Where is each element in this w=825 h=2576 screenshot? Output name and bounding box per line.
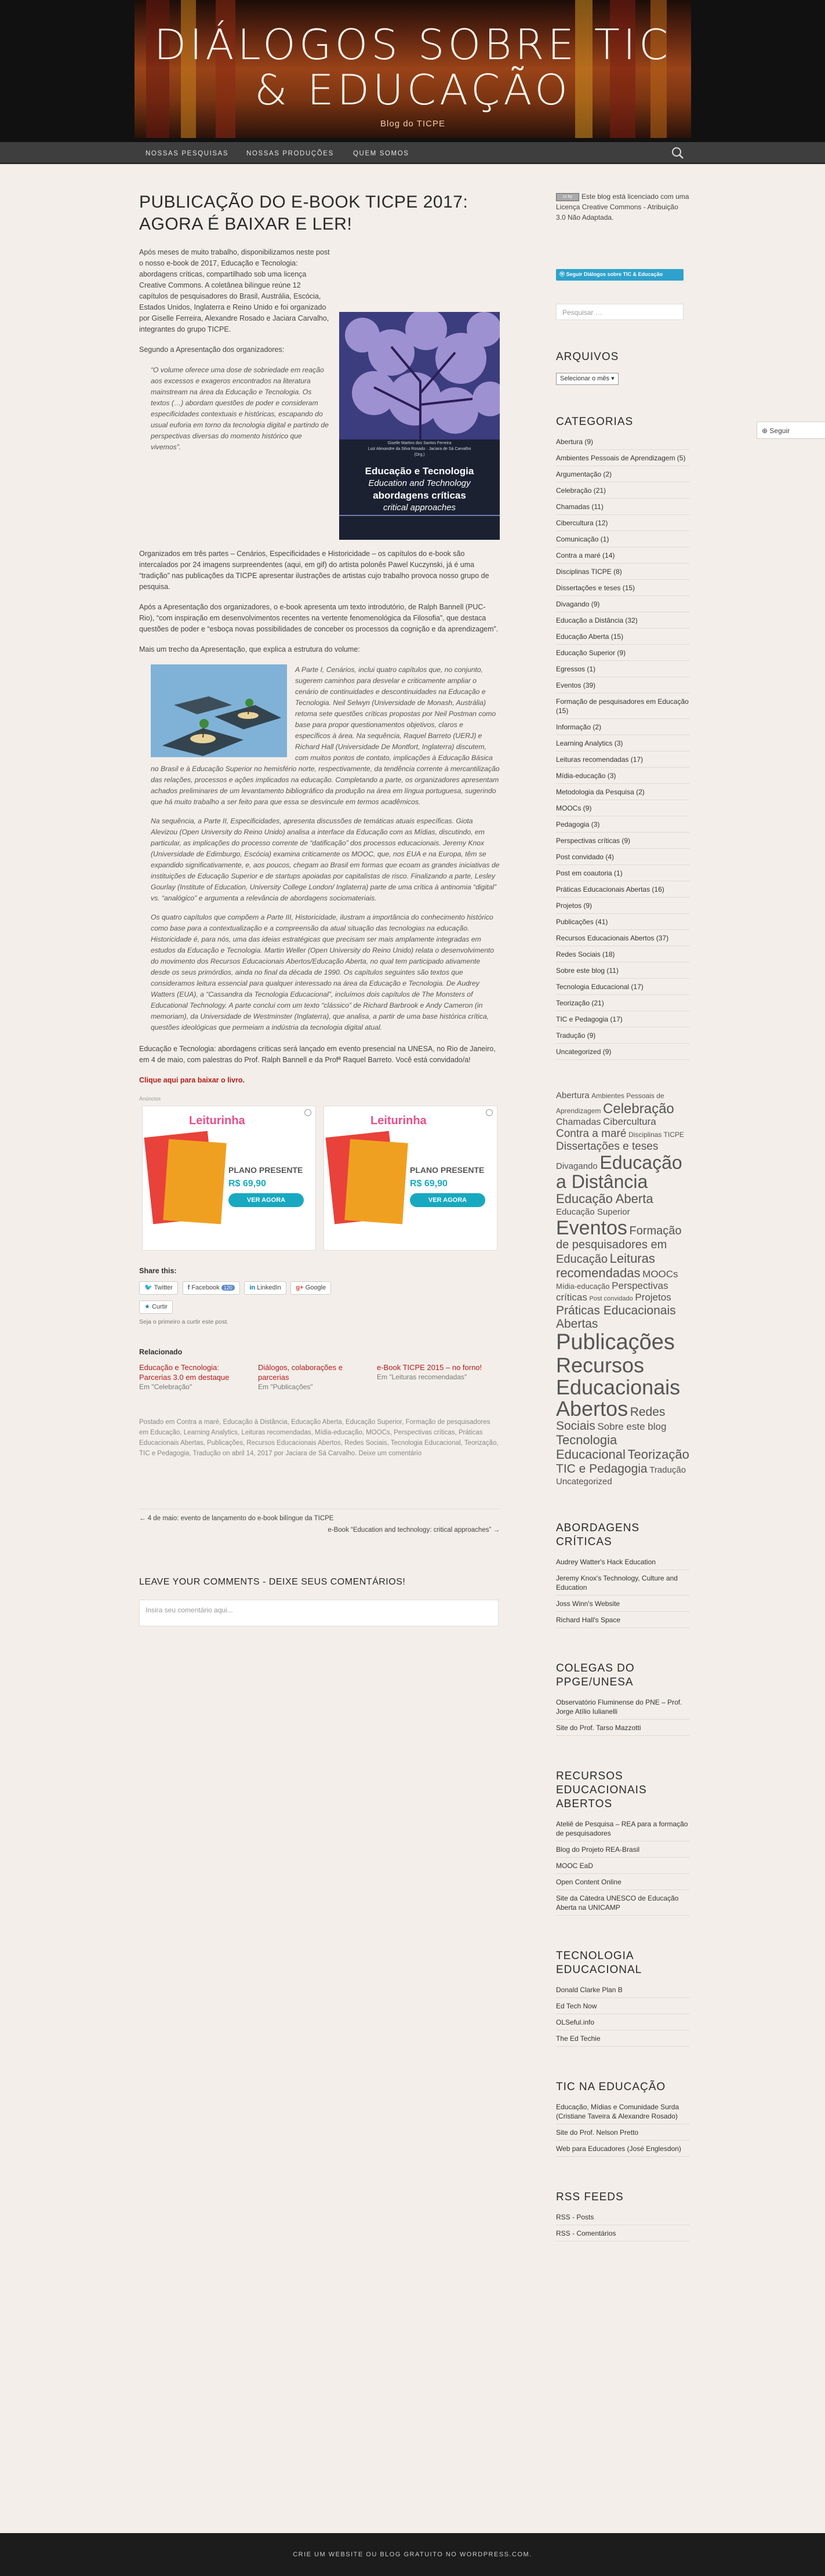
link-widget	[556, 1949, 689, 2047]
star-icon: ★	[144, 1303, 150, 1311]
tag-link[interactable]: Post convidado	[589, 1295, 633, 1303]
category-link[interactable]: Divagando (9)	[556, 596, 689, 612]
category-link[interactable]: Uncategorized (9)	[556, 1044, 689, 1060]
tag-link[interactable]: Dissertações e teses	[556, 1140, 659, 1153]
sidebar-link[interactable]: RSS - Posts	[556, 2209, 689, 2225]
link-widget-title: ABORDAGENS CRÍTICAS	[556, 1521, 640, 1548]
post-paragraph: Educação e Tecnologia: abordagens críticas será lançado em evento presencial na UNESA, no Rio de Janeiro, em 4 de maio, com palestras do Prof. Ralph Bannell e da Profª Raquel Barreto. Você está convidado/a!	[139, 1045, 496, 1064]
category-link[interactable]: Educação Superior (9)	[556, 645, 689, 661]
previous-post-link[interactable]: ← 4 de maio: evento de lançamento do e-book bilíngue da TICPE	[139, 1515, 334, 1523]
share-google-button[interactable]: g+ Google	[290, 1281, 331, 1295]
categories-title: CATEGORIAS	[556, 415, 634, 428]
category-link[interactable]: Dissertações e teses (15)	[556, 580, 689, 596]
ad-cta-button[interactable]: VER AGORA	[228, 1193, 304, 1207]
category-link[interactable]: Mídia-educação (3)	[556, 768, 689, 784]
category-link[interactable]: Práticas Educacionais Abertas (16)	[556, 881, 689, 898]
post-paragraph: Mais um trecho da Apresentação, que explica a estrutura do volume:	[139, 645, 360, 653]
search-input[interactable]: Pesquisar …	[556, 304, 684, 320]
tag-link[interactable]: Tecnologia Educacional	[556, 1433, 626, 1462]
related-post[interactable]: e-Book TICPE 2015 – no forno! Em "Leituras recomendadas"	[377, 1363, 482, 1382]
link-widget-list	[556, 2209, 689, 2241]
main-navigation	[0, 142, 825, 164]
sidebar-link[interactable]: Blog do Projeto REA-Brasil	[556, 1841, 689, 1858]
tag-link[interactable]: MOOCs	[642, 1269, 678, 1280]
tag-link[interactable]: Recursos Educacionais Abertos	[556, 1353, 681, 1421]
tag-link[interactable]: Divagando	[556, 1161, 598, 1171]
ad-price: R$ 69,90	[228, 1178, 266, 1189]
tag-link[interactable]: Práticas Educacionais Abertas	[556, 1303, 676, 1331]
category-link[interactable]: Publicações (41)	[556, 914, 689, 930]
category-link[interactable]: MOOCs (9)	[556, 800, 689, 816]
post-meta: Postado em Contra a maré, Educação à Distância, Educação Aberta, Educação Superior, Formação de pesquisadores em Educação, Learning Analytics, Leituras recomendadas, Mídia-educação, MOOCs, Perspectivas críticas, Práticas Educacionais Abertas, Publicações, Recursos Educacionais Abertos, Redes Sociais, Tecnologia Educacional, Teorização, TIC e Pedagogia, Tradução on abril 14, 2017 por Jaciara de Sá Carvalho. Deixe um comentário	[139, 1419, 499, 1458]
tag-link[interactable]: Educação a Distância	[556, 1151, 682, 1193]
category-link[interactable]: Recursos Educacionais Abertos (37)	[556, 930, 689, 946]
tag-link[interactable]: Formação de pesquisadores em Educação	[556, 1225, 682, 1266]
ad-banner[interactable]	[142, 1106, 316, 1251]
chevron-down-icon: ▾	[611, 375, 615, 382]
link-widget	[556, 2080, 689, 2157]
ad-banner[interactable]	[324, 1106, 497, 1251]
category-link[interactable]: Celebração (21)	[556, 482, 689, 499]
tag-link[interactable]: Educação Aberta	[556, 1191, 653, 1206]
ad-plan: PLANO PRESENTE	[410, 1165, 485, 1175]
follow-icon: ⊕	[762, 427, 768, 435]
share-section	[139, 1266, 500, 1327]
facebook-icon: f	[187, 1284, 190, 1292]
tag-link[interactable]: Tradução	[649, 1465, 686, 1475]
link-widget	[556, 1521, 689, 1628]
comment-section	[139, 1575, 500, 1627]
tag-link[interactable]: Sobre este blog	[597, 1421, 667, 1433]
cover-title: Educação e Tecnologia	[365, 466, 474, 477]
category-link[interactable]: Abertura (9)	[556, 434, 689, 450]
tag-link[interactable]: Disciplinas TICPE	[628, 1131, 684, 1139]
link-widget-list	[556, 2099, 689, 2157]
link-widget-list	[556, 1982, 689, 2047]
site-tagline: Blog do TICPE	[380, 119, 445, 129]
category-link[interactable]: Eventos (39)	[556, 677, 689, 693]
download-link[interactable]: Clique aqui para baixar o livro.	[139, 1076, 245, 1084]
sidebar-link[interactable]: OLSeful.info	[556, 2014, 689, 2030]
cover-title-en: Education and Technology	[368, 478, 471, 488]
blockquote-part-3: Os quatro capítulos que compõem a Parte III, Historicidade, ilustram a importância do conhecimento histórico como base para a contextualização e a compreensão da atual situação das tecnologias na educação. Historicidade é, para nós, uma das ideias estratégicas que precisam ser mais amplamente integradas em estudos da Educação e Tecnologia. Martin Weller (Open University do Reino Unido) relata o desenvolvimento do movimento dos Recursos Educacionais Abertos/Educação Aberta, no qual tem participado ativamente desde os seus primórdios, ainda no final da década de 1990. Os capítulos seguintes são textos que consideramos leitura essencial para qualquer interessado na área da Educação e Tecnologia. De Audrey Watters (EUA), a “Cassandra da Tecnologia Educacional”, incluímos dois capítulos de The Monsters of Educational Technology. A parte conclui com um texto “clássico” de Richard Barbrook e Andy Cameron (in memoriam), da Universidade de Westminster (Inglaterra), que analisa, a partir de uma base histórica crítica, questões ideológicas que permeiam a indústria da tecnologia digital atual.	[151, 913, 495, 1031]
post-paragraph: Organizados em três partes – Cenários, Especificidades e Historicidade – os capítulos do e-book são intercalados por 24 imagens surpreendentes (aqui, em gif) do artista polonês Pawel Kuczynski, já é uma “tradição” nas publicações da TICPE apresentar ilustrações de artistas cujo trabalho provoca nosso grupo de pesquisa.	[139, 550, 489, 591]
post-content	[139, 191, 500, 1626]
sidebar-link[interactable]: Educação, Mídias e Comunidade Surda (Cristiane Taveira & Alexandre Rosado)	[556, 2099, 689, 2124]
ads-label: Anúncios	[139, 1096, 161, 1102]
category-link[interactable]: Formação de pesquisadores em Educação (15)	[556, 693, 689, 719]
comment-title: LEAVE YOUR COMMENTS - DEIXE SEUS COMENTÁRIOS!	[139, 1576, 406, 1587]
link-widget-list	[556, 1554, 689, 1628]
sidebar-link[interactable]: Ed Tech Now	[556, 1998, 689, 2014]
follow-floating-button[interactable]: ⊕ Seguir	[757, 422, 825, 439]
link-widget-list	[556, 1816, 689, 1916]
post-quote: “O volume oferece uma dose de sobriedade em reação aos excessos e exageros encontrados na literatura mainstream na área da Educação e Tecnologia. Os textos (…) abordam questões de poder e consideram especificidades contextuais e históricas, escapando do usual euforia em torno da tecnologia digital e partindo de perspectivas diversas do momento histórico que vivemos”.	[151, 366, 329, 451]
site-title[interactable]: DIÁLOGOS SOBRE TIC & EDUCAÇÃO	[154, 20, 672, 114]
category-link[interactable]: Educação Aberta (15)	[556, 628, 689, 645]
category-link[interactable]: Educação a Distância (32)	[556, 612, 689, 628]
tag-link[interactable]: Projetos	[635, 1292, 671, 1303]
link-widget-list	[556, 1694, 689, 1736]
tag-link[interactable]: Ambientes Pessoais de Aprendizagem	[556, 1091, 664, 1116]
link-widget-title: COLEGAS DO PPGE/UNESA	[556, 1662, 635, 1688]
link-sections	[556, 1521, 689, 2241]
ad-info-icon[interactable]	[304, 1109, 312, 1117]
related-post[interactable]: Diálogos, colaborações e parcerias Em "Publicações"	[258, 1363, 343, 1391]
post-paragraph: Após a Apresentação dos organizadores, o e-book apresenta um texto introdutório, de Ralph Bannell (PUC-Rio), “com inspiração em desenvolvimentos recentes na vertente fenomenológica da Filosofia”, que destaca questões de poder e “esboça novas possibilidades de conceber os processos da cognição e da aprendizagem”.	[139, 603, 499, 633]
sidebar-link[interactable]: Audrey Watter's Hack Education	[556, 1554, 689, 1570]
ad-brand: Leiturinha	[370, 1114, 427, 1127]
search-icon[interactable]	[670, 146, 685, 161]
share-title: Share this:	[139, 1266, 177, 1275]
site-footer[interactable]: CRIE UM WEBSITE OU BLOG GRATUITO NO WORDPRESS.COM.	[0, 2533, 825, 2576]
blockquote-part-1: A Parte I, Cenários, inclui quatro capítulos que, no conjunto, sugerem caminhos para desvelar e criticamente ampliar o cenário de continuidades e descontinuidades na Educação e Tecnologia. Neil Selwyn (Universidade de Monash, Austrália) retoma sete questões críticas propostas por Neil Postman como base para propor questionamentos objetivos, claros e específicos à área. Na sequência, Raquel Barreto (UERJ) e Richard Hall (Universidade De Montfort, Inglaterra) discutem, com muitos pontos de contato, implicações à Educação Básica no Brasil e à Educação Superior no hemisfério norte, respectivamente, da tendência corrente à mercantilização das relações, processos e ações implicados na educação. Completando a parte, os organizadores apresentam achados preliminares de um levantamento bibliográfico da produção na área em língua portuguesa, sugerindo que há muito trabalho a ser feito para que essa se desvincule em termos acadêmicos.	[151, 666, 500, 806]
tag-link[interactable]: Leituras recomendadas	[556, 1251, 655, 1281]
tag-link[interactable]: Redes Sociais	[556, 1405, 666, 1433]
archives-select[interactable]: Selecionar o mês ▾	[556, 373, 619, 385]
category-link[interactable]: TIC e Pedagogia (17)	[556, 1011, 689, 1027]
sidebar-link[interactable]: MOOC EaD	[556, 1858, 689, 1874]
category-link[interactable]: Comunicação (1)	[556, 531, 689, 547]
sidebar-link[interactable]: Joss Winn's Website	[556, 1596, 689, 1612]
sidebar-link[interactable]: Site da Cátedra UNESCO de Educação Aberta na UNICAMP	[556, 1890, 689, 1916]
linkedin-icon: in	[249, 1284, 256, 1292]
ad-info-icon[interactable]	[485, 1109, 493, 1117]
follow-blog-button[interactable]: Ⓦ Seguir Diálogos sobre TIC & Educação	[556, 269, 684, 281]
category-link[interactable]: Disciplinas TICPE (8)	[556, 564, 689, 580]
category-link[interactable]: Egressos (1)	[556, 661, 689, 677]
sidebar-link[interactable]: Observatório Fluminense do PNE – Prof. Jorge Atílio Iulianelli	[556, 1694, 689, 1720]
creative-commons-icon[interactable]: cc by	[556, 193, 579, 201]
post-title[interactable]: PUBLICAÇÃO DO E-BOOK TICPE 2017: AGORA É BAIXAR E LER!	[139, 192, 468, 234]
sidebar-link[interactable]: Site do Prof. Nelson Pretto	[556, 2124, 689, 2141]
twitter-icon: 🐦	[144, 1284, 152, 1292]
sidebar-link[interactable]: Richard Hall's Space	[556, 1612, 689, 1628]
share-linkedin-button[interactable]: in LinkedIn	[244, 1281, 286, 1295]
sidebar-link[interactable]: Ateliê de Pesquisa – REA para a formação de pesquisadores	[556, 1816, 689, 1841]
category-link[interactable]: Pedagogia (3)	[556, 816, 689, 833]
link-widget	[556, 2190, 689, 2241]
cover-subtitle-en: critical approaches	[383, 503, 456, 513]
post-blockquote	[139, 664, 500, 1033]
tag-link[interactable]: Cibercultura	[603, 1116, 656, 1128]
share-twitter-button[interactable]: 🐦 Twitter	[139, 1281, 178, 1295]
post-paragraph: Segundo a Apresentação dos organizadores:	[139, 346, 285, 354]
ebook-cover-image[interactable]	[339, 312, 500, 540]
tag-link[interactable]: TIC e Pedagogia	[556, 1462, 648, 1476]
category-link[interactable]: Leituras recomendadas (17)	[556, 751, 689, 768]
sidebar-link[interactable]: Donald Clarke Plan B	[556, 1982, 689, 1998]
tag-link[interactable]: Eventos	[556, 1217, 627, 1240]
category-link[interactable]: Cibercultura (12)	[556, 515, 689, 531]
ad-price: R$ 69,90	[410, 1178, 448, 1189]
categories-list	[556, 434, 689, 1060]
category-link[interactable]: Chamadas (11)	[556, 499, 689, 515]
post-intro	[139, 247, 500, 548]
wordpress-icon: Ⓦ	[559, 271, 565, 277]
ad-brand: Leiturinha	[189, 1114, 245, 1127]
blockquote-part-2: Na sequência, a Parte II, Especificidades, apresenta discussões de temáticas atuais específicas. Giota Alevizou (Open University do Reino Unido) analisa a interface da Educação com as Mídias, discutindo, em particular, as implicações do processo corrente de “datificação” dos processos educacionais. Jeremy Knox (Universidade de Edimburgo, Escócia) examina criticamente os MOOC, que, nos EUA e na Europa, têm se expandido significativamente, e, aos poucos, chegam ao Brasil em formas que ecoam as grandes iniciativas de instituições de Educação Superior e de startups apoiadas por capitalistas de risco. Finalizando a parte, Lesley Gourlay (Institute of Education, University College London/ Inglaterra) parte de uma crítica à antinomia “digital” vs. “analógico” e argumenta a relevância de abordagens sociomateriais.	[151, 817, 500, 902]
ads-area	[139, 1106, 500, 1251]
sidebar-link[interactable]: The Ed Techie	[556, 2030, 689, 2047]
category-link[interactable]: Ambientes Pessoais de Aprendizagem (5)	[556, 450, 689, 466]
tag-link[interactable]: Uncategorized	[556, 1476, 612, 1487]
license-text: Este blog está licenciado com uma Licença Creative Commons - Atribuição 3.0 Não Adaptada.	[556, 192, 689, 221]
related-title: Relacionado	[139, 1347, 183, 1356]
tag-link[interactable]: Contra a maré	[556, 1128, 627, 1140]
tag-link[interactable]: Abertura	[556, 1090, 590, 1100]
link-widget-title: TIC NA EDUCAÇÃO	[556, 2080, 666, 2093]
category-link[interactable]: Sobre este blog (11)	[556, 962, 689, 979]
category-link[interactable]: Tradução (9)	[556, 1027, 689, 1044]
category-link[interactable]: Tecnologia Educacional (17)	[556, 979, 689, 995]
site-header	[135, 0, 691, 138]
category-link[interactable]: Redes Sociais (18)	[556, 946, 689, 962]
post-paragraph: Após meses de muito trabalho, disponibilizamos neste post o nosso e-book de 2017, Educação e Tecnologia: abordagens críticas, compartilhado sob uma licença Creative Commons. A coletânea bilíngue reúne 12 capítulos de pesquisadores do Brasil, Austrália, Escócia, Estados Unidos, Inglaterra e Reino Unido e foi organizado por Giselle Ferreira, Alexandre Rosado e Jaciara Carvalho, integrantes do grupo TICPE.	[139, 248, 330, 333]
link-widget-title: TECNOLOGIA EDUCACIONAL	[556, 1949, 642, 1976]
tag-link[interactable]: Teorização	[627, 1447, 689, 1462]
link-widget-title: RSS FEEDS	[556, 2190, 624, 2203]
facebook-count: 120	[221, 1285, 235, 1291]
cover-tree-illustration	[339, 312, 500, 439]
archives-title: ARQUIVOS	[556, 350, 619, 363]
category-link[interactable]: Post convidado (4)	[556, 849, 689, 865]
cover-divider	[339, 515, 500, 516]
cover-authors: Giselle Martins dos Santos Ferreira Luiz Alexandre da Silva Rosado · Jaciara de Sá Carvalho (Org.)	[368, 441, 471, 457]
share-facebook-button[interactable]: f Facebook 120	[183, 1281, 240, 1295]
like-button[interactable]: ★ Curtir	[139, 1300, 173, 1314]
category-link[interactable]: Projetos (9)	[556, 898, 689, 914]
sidebar-link[interactable]: Web para Educadores (José Englesdon)	[556, 2141, 689, 2157]
ad-book-image	[344, 1139, 408, 1225]
tag-link[interactable]: Celebração	[603, 1101, 674, 1117]
next-post-link[interactable]: e-Book “Education and technology: critical approaches” →	[328, 1526, 500, 1534]
nav-item-quem-somos[interactable]: QUEM SOMOS	[353, 150, 409, 157]
google-icon: g+	[296, 1284, 304, 1292]
tag-link[interactable]: Publicações	[556, 1329, 675, 1354]
ad-plan: PLANO PRESENTE	[228, 1165, 303, 1175]
post-navigation	[139, 1509, 500, 1536]
tag-link[interactable]: Chamadas	[556, 1117, 601, 1128]
category-link[interactable]: Post em coautoria (1)	[556, 865, 689, 881]
like-note: Seja o primeiro a curtir este post.	[139, 1318, 229, 1326]
category-link[interactable]: Metodologia da Pesquisa (2)	[556, 784, 689, 800]
sidebar-link[interactable]: Open Content Online	[556, 1874, 689, 1890]
category-link[interactable]: Perspectivas críticas (9)	[556, 833, 689, 849]
category-link[interactable]: Argumentação (2)	[556, 466, 689, 482]
category-link[interactable]: Informação (2)	[556, 719, 689, 735]
category-link[interactable]: Teorização (21)	[556, 995, 689, 1011]
sidebar-link[interactable]: RSS - Comentários	[556, 2225, 689, 2241]
tag-link[interactable]: Mídia-educação	[556, 1282, 610, 1291]
related-post[interactable]: Educação e Tecnologia: Parcerias 3.0 em destaque Em "Celebração"	[139, 1363, 230, 1391]
illustration-islands-image	[151, 664, 287, 757]
sidebar-link[interactable]: Site do Prof. Tarso Mazzotti	[556, 1720, 689, 1736]
related-section	[139, 1347, 500, 1409]
nav-item-nossas-pesquisas[interactable]: NOSSAS PESQUISAS	[146, 150, 229, 157]
category-link[interactable]: Learning Analytics (3)	[556, 735, 689, 751]
tag-link[interactable]: Perspectivas críticas	[556, 1280, 668, 1303]
nav-item-nossas-producoes[interactable]: NOSSAS PRODUÇÕES	[246, 150, 334, 157]
license-widget	[556, 191, 689, 244]
link-widget	[556, 1662, 689, 1736]
sidebar	[556, 191, 689, 2241]
tag-link[interactable]: Educação Superior	[556, 1207, 630, 1218]
category-link[interactable]: Contra a maré (14)	[556, 547, 689, 564]
link-widget-title: RECURSOS EDUCACIONAIS ABERTOS	[556, 1770, 647, 1810]
comment-input[interactable]: Insira seu comentário aqui...	[139, 1600, 499, 1626]
link-widget	[556, 1770, 689, 1916]
ad-cta-button[interactable]: VER AGORA	[410, 1193, 485, 1207]
tag-cloud	[556, 1090, 689, 1488]
sidebar-link[interactable]: Jeremy Knox's Technology, Culture and Education	[556, 1570, 689, 1596]
cover-subtitle: abordagens críticas	[373, 490, 466, 501]
ad-book-image	[163, 1139, 227, 1225]
